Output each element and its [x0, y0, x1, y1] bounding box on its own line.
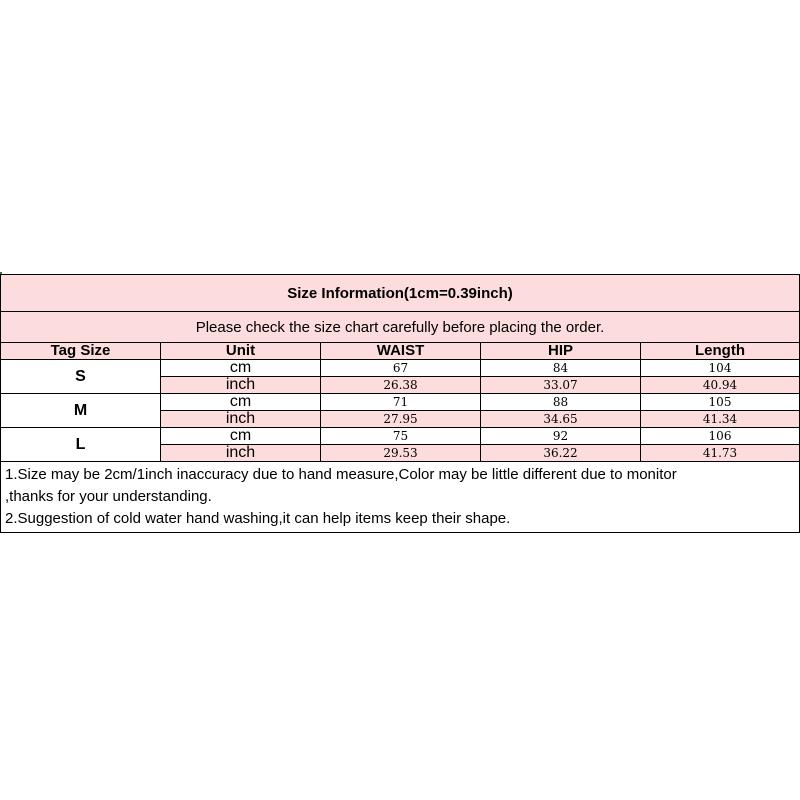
header-waist: WAIST: [321, 343, 481, 359]
hip-cell: 84: [481, 360, 641, 376]
table-title: Size Information(1cm=0.39inch): [287, 284, 513, 302]
waist-cell: 27.95: [321, 411, 481, 427]
length-cell: 106: [708, 429, 732, 443]
waist-cell: 71: [321, 394, 481, 410]
unit-cell: cm: [161, 428, 321, 444]
note-line: ,thanks for your understanding.: [5, 488, 212, 505]
length-cell: 105: [708, 395, 732, 409]
unit-cell: inch: [161, 411, 321, 427]
size-group-m: [1, 394, 800, 428]
table-row: [161, 377, 799, 393]
subtitle-row: [1, 312, 800, 343]
hip-cell: 34.65: [481, 411, 641, 427]
tag-size-cell: S: [1, 360, 161, 393]
length-cell: 104: [708, 361, 732, 375]
table-row: [161, 360, 799, 377]
size-group-s: [1, 360, 800, 394]
waist-cell: 75: [321, 428, 481, 444]
length-cell: 40.94: [702, 378, 738, 392]
tag-size-cell: M: [1, 394, 161, 427]
header-length: Length: [695, 343, 745, 359]
unit-cell: cm: [161, 394, 321, 410]
unit-cell: inch: [161, 377, 321, 393]
header-unit: Unit: [161, 343, 321, 359]
hip-cell: 88: [481, 394, 641, 410]
hip-cell: 92: [481, 428, 641, 444]
header-hip: HIP: [481, 343, 641, 359]
table-row: [161, 428, 799, 445]
unit-cell: cm: [161, 360, 321, 376]
header-tag-size: Tag Size: [1, 343, 161, 359]
length-cell: 41.73: [702, 446, 738, 460]
tag-size-cell: L: [1, 428, 161, 461]
note-line: 2.Suggestion of cold water hand washing,it can help items keep their shape.: [5, 510, 511, 527]
waist-cell: 67: [321, 360, 481, 376]
column-header-row: [1, 343, 800, 360]
table-row: [161, 394, 799, 411]
unit-cell: inch: [161, 445, 321, 461]
length-cell: 41.34: [702, 412, 738, 426]
size-group-l: [1, 428, 800, 462]
title-row: [1, 275, 800, 312]
waist-cell: 29.53: [321, 445, 481, 461]
table-subtitle: Please check the size chart carefully before placing the order.: [195, 318, 605, 336]
hip-cell: 33.07: [481, 377, 641, 393]
waist-cell: 26.38: [321, 377, 481, 393]
notes-section: [1, 462, 800, 533]
size-chart-table: [0, 274, 800, 533]
table-row: [161, 411, 799, 427]
note-line: 1.Size may be 2cm/1inch inaccuracy due to hand measure,Color may be little different due to monitor: [5, 466, 677, 483]
table-row: [161, 445, 799, 461]
hip-cell: 36.22: [481, 445, 641, 461]
